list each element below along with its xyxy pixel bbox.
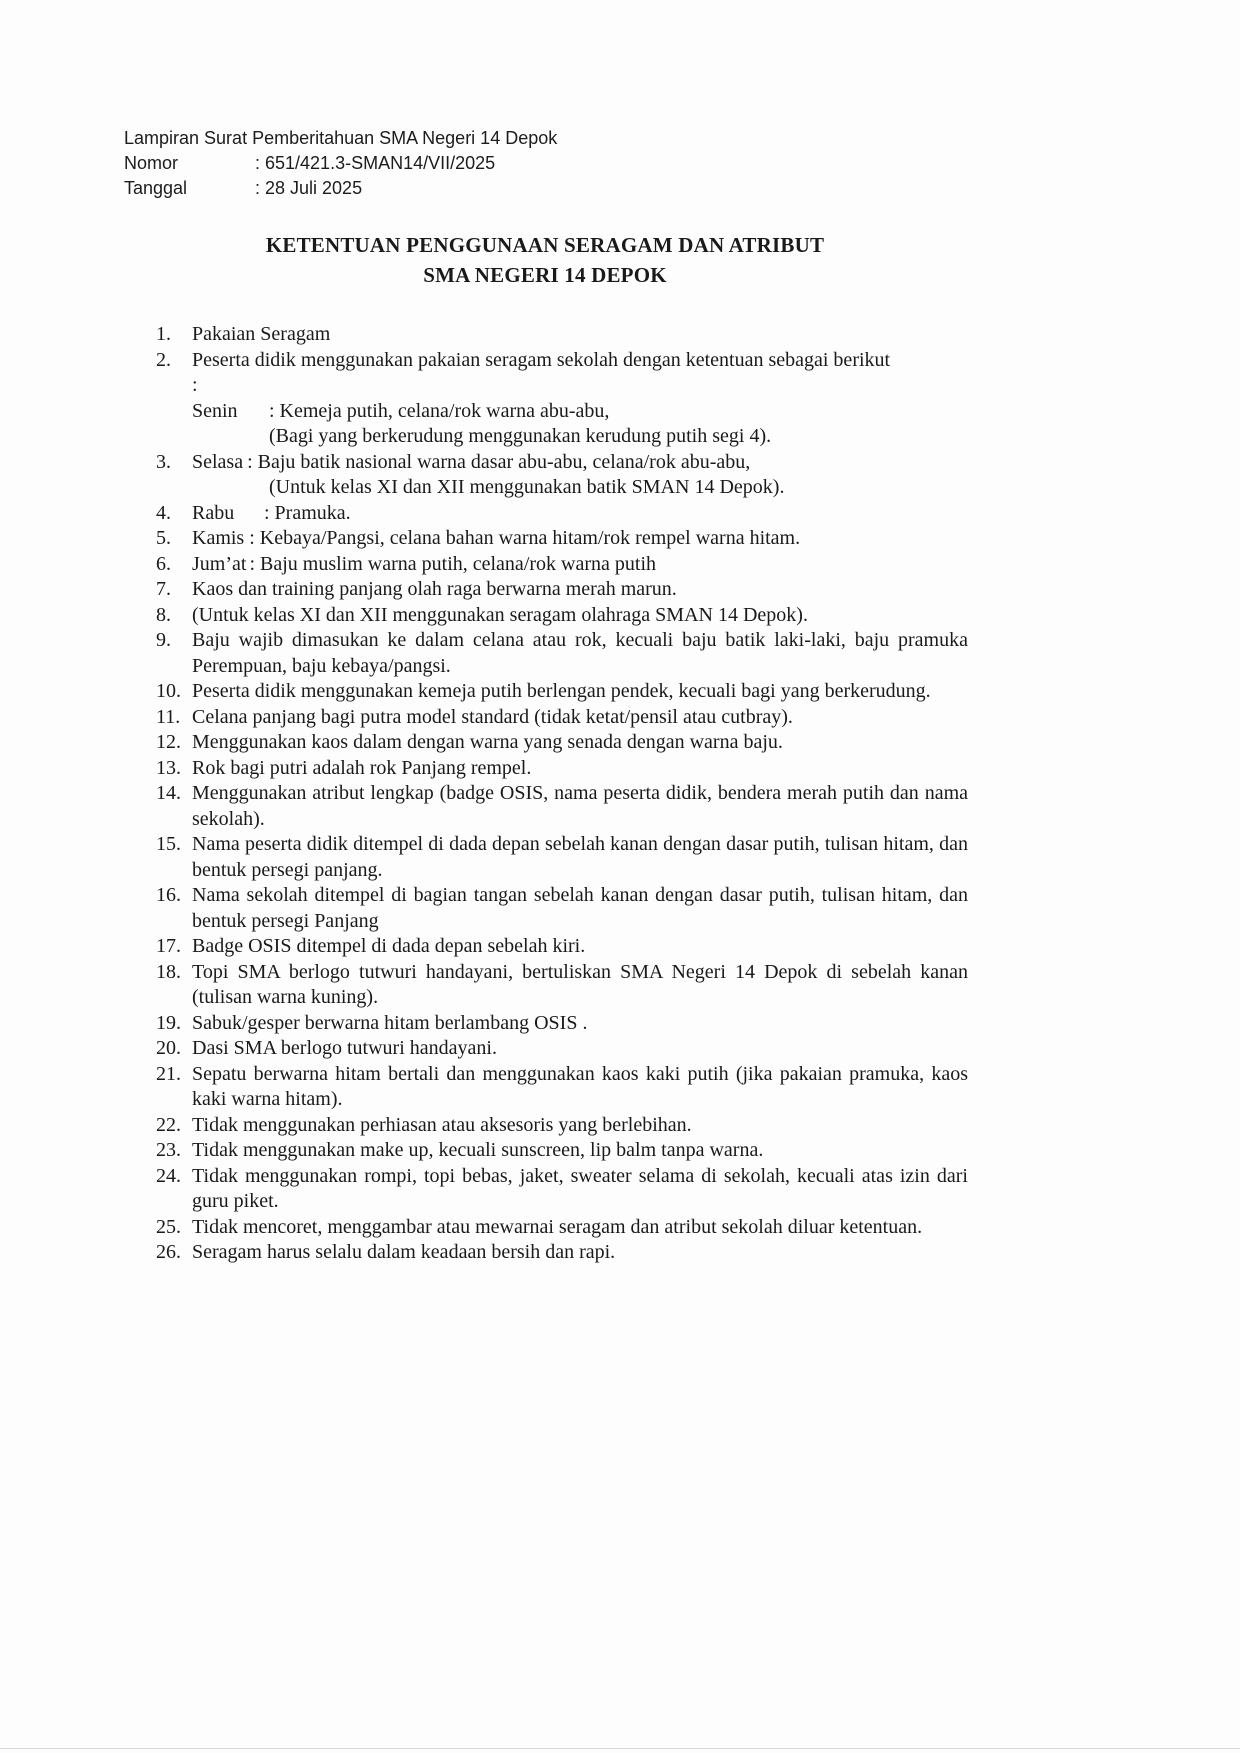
day-label: Jum’at — [192, 552, 247, 575]
list-item: 5. Kamis : Kebaya/Pangsi, celana bahan warna hitam/rok rempel warna hitam. — [156, 526, 968, 552]
tanggal-label: Tanggal — [124, 178, 188, 198]
document-title — [0, 230, 1090, 290]
list-item: 8. (Untuk kelas XI dan XII menggunakan seragam olahraga SMAN 14 Depok). — [156, 603, 808, 626]
day-label: Selasa — [192, 450, 244, 473]
list-item: 20. Dasi SMA berlogo tutwuri handayani. — [156, 1037, 497, 1059]
list-item: 7. Kaos dan training panjang olah raga berwarna merah marun. — [156, 578, 677, 600]
tanggal-value: : 28 Juli 2025 — [255, 178, 363, 198]
list-item: 6. Jum’at : Baju muslim warna putih, celana/rok warna putih — [156, 552, 968, 578]
tanggal-row — [124, 176, 557, 201]
rules-list — [156, 322, 968, 1266]
list-item: 11. Celana panjang bagi putra model standard (tidak ketat/pensil atau cutbray). — [156, 705, 793, 728]
list-item: 22. Tidak menggunakan perhiasan atau aksesoris yang berlebihan. — [156, 1113, 692, 1136]
list-item: 18. Topi SMA berlogo tutwuri handayani, bertuliskan SMA Negeri 14 Depok di sebelah kanan (tulisan warna kuning). — [156, 960, 968, 1008]
title-line-1: KETENTUAN PENGGUNAAN SERAGAM DAN ATRIBUT — [265, 233, 825, 257]
title-line-2: SMA NEGERI 14 DEPOK — [423, 263, 667, 287]
list-item: 19. Sabuk/gesper berwarna hitam berlambang OSIS . — [156, 1011, 588, 1034]
list-item: 17. Badge OSIS ditempel di dada depan sebelah kiri. — [156, 935, 586, 957]
list-item: 1. Pakaian Seragam — [156, 323, 331, 345]
list-item: 24. Tidak menggunakan rompi, topi bebas, jaket, sweater selama di sekolah, kecuali atas izin dari guru piket. — [156, 1164, 968, 1212]
nomor-label: Nomor — [124, 153, 179, 173]
list-item: 23. Tidak menggunakan make up, kecuali sunscreen, lip balm tanpa warna. — [156, 1139, 764, 1161]
list-item: 12. Menggunakan kaos dalam dengan warna yang senada dengan warna baju. — [156, 731, 783, 753]
attachment-line: Lampiran Surat Pemberitahuan SMA Negeri 14 Depok — [124, 128, 558, 148]
list-item: 4. Rabu : Pramuka. — [156, 501, 968, 527]
list-item: 16. Nama sekolah ditempel di bagian tangan sebelah kanan dengan dasar putih, tulisan hitam, dan bentuk persegi Panjang — [156, 884, 968, 932]
list-item: 9. Baju wajib dimasukan ke dalam celana atau rok, kecuali baju batik laki-laki, baju pramuka Perempuan, baju kebaya/pangsi. — [156, 629, 968, 677]
list-item: 26. Seragam harus selalu dalam keadaan bersih dan rapi. — [156, 1241, 616, 1263]
letter-header — [124, 126, 557, 201]
day-label: Rabu — [192, 501, 235, 524]
list-item: 14. Menggunakan atribut lengkap (badge OSIS, nama peserta didik, bendera merah putih dan nama sekolah). — [156, 782, 968, 830]
nomor-value: : 651/421.3-SMAN14/VII/2025 — [255, 153, 496, 173]
list-item: 2. Peserta didik menggunakan pakaian seragam sekolah dengan ketentuan sebagai berikut : Senin : Kemeja putih, celana/rok warna abu-abu, (Bagi yang berkerudung menggunakan kerudung putih segi 4). — [156, 348, 891, 447]
list-item: 3. Selasa : Baju batik nasional warna dasar abu-abu, celana/rok abu-abu, (Untuk kelas XI dan XII menggunakan batik SMAN 14 Depok). — [156, 450, 785, 498]
day-label: Kamis — [192, 527, 245, 549]
list-item: 25. Tidak mencoret, menggambar atau mewarnai seragam dan atribut sekolah diluar ketentuan. — [156, 1215, 923, 1238]
day-label: Senin — [192, 399, 238, 422]
nomor-row — [124, 151, 557, 176]
list-item: 15. Nama peserta didik ditempel di dada depan sebelah kanan dengan dasar putih, tulisan hitam, dan bentuk persegi panjang. — [156, 833, 968, 881]
list-item: 10. Peserta didik menggunakan kemeja putih berlengan pendek, kecuali bagi yang berkerudung. — [156, 680, 931, 702]
list-item: 21. Sepatu berwarna hitam bertali dan menggunakan kaos kaki putih (jika pakaian pramuka, kaos kaki warna hitam). — [156, 1062, 968, 1110]
list-item: 13. Rok bagi putri adalah rok Panjang rempel. — [156, 756, 532, 779]
scan-edge-line — [0, 1748, 1240, 1749]
